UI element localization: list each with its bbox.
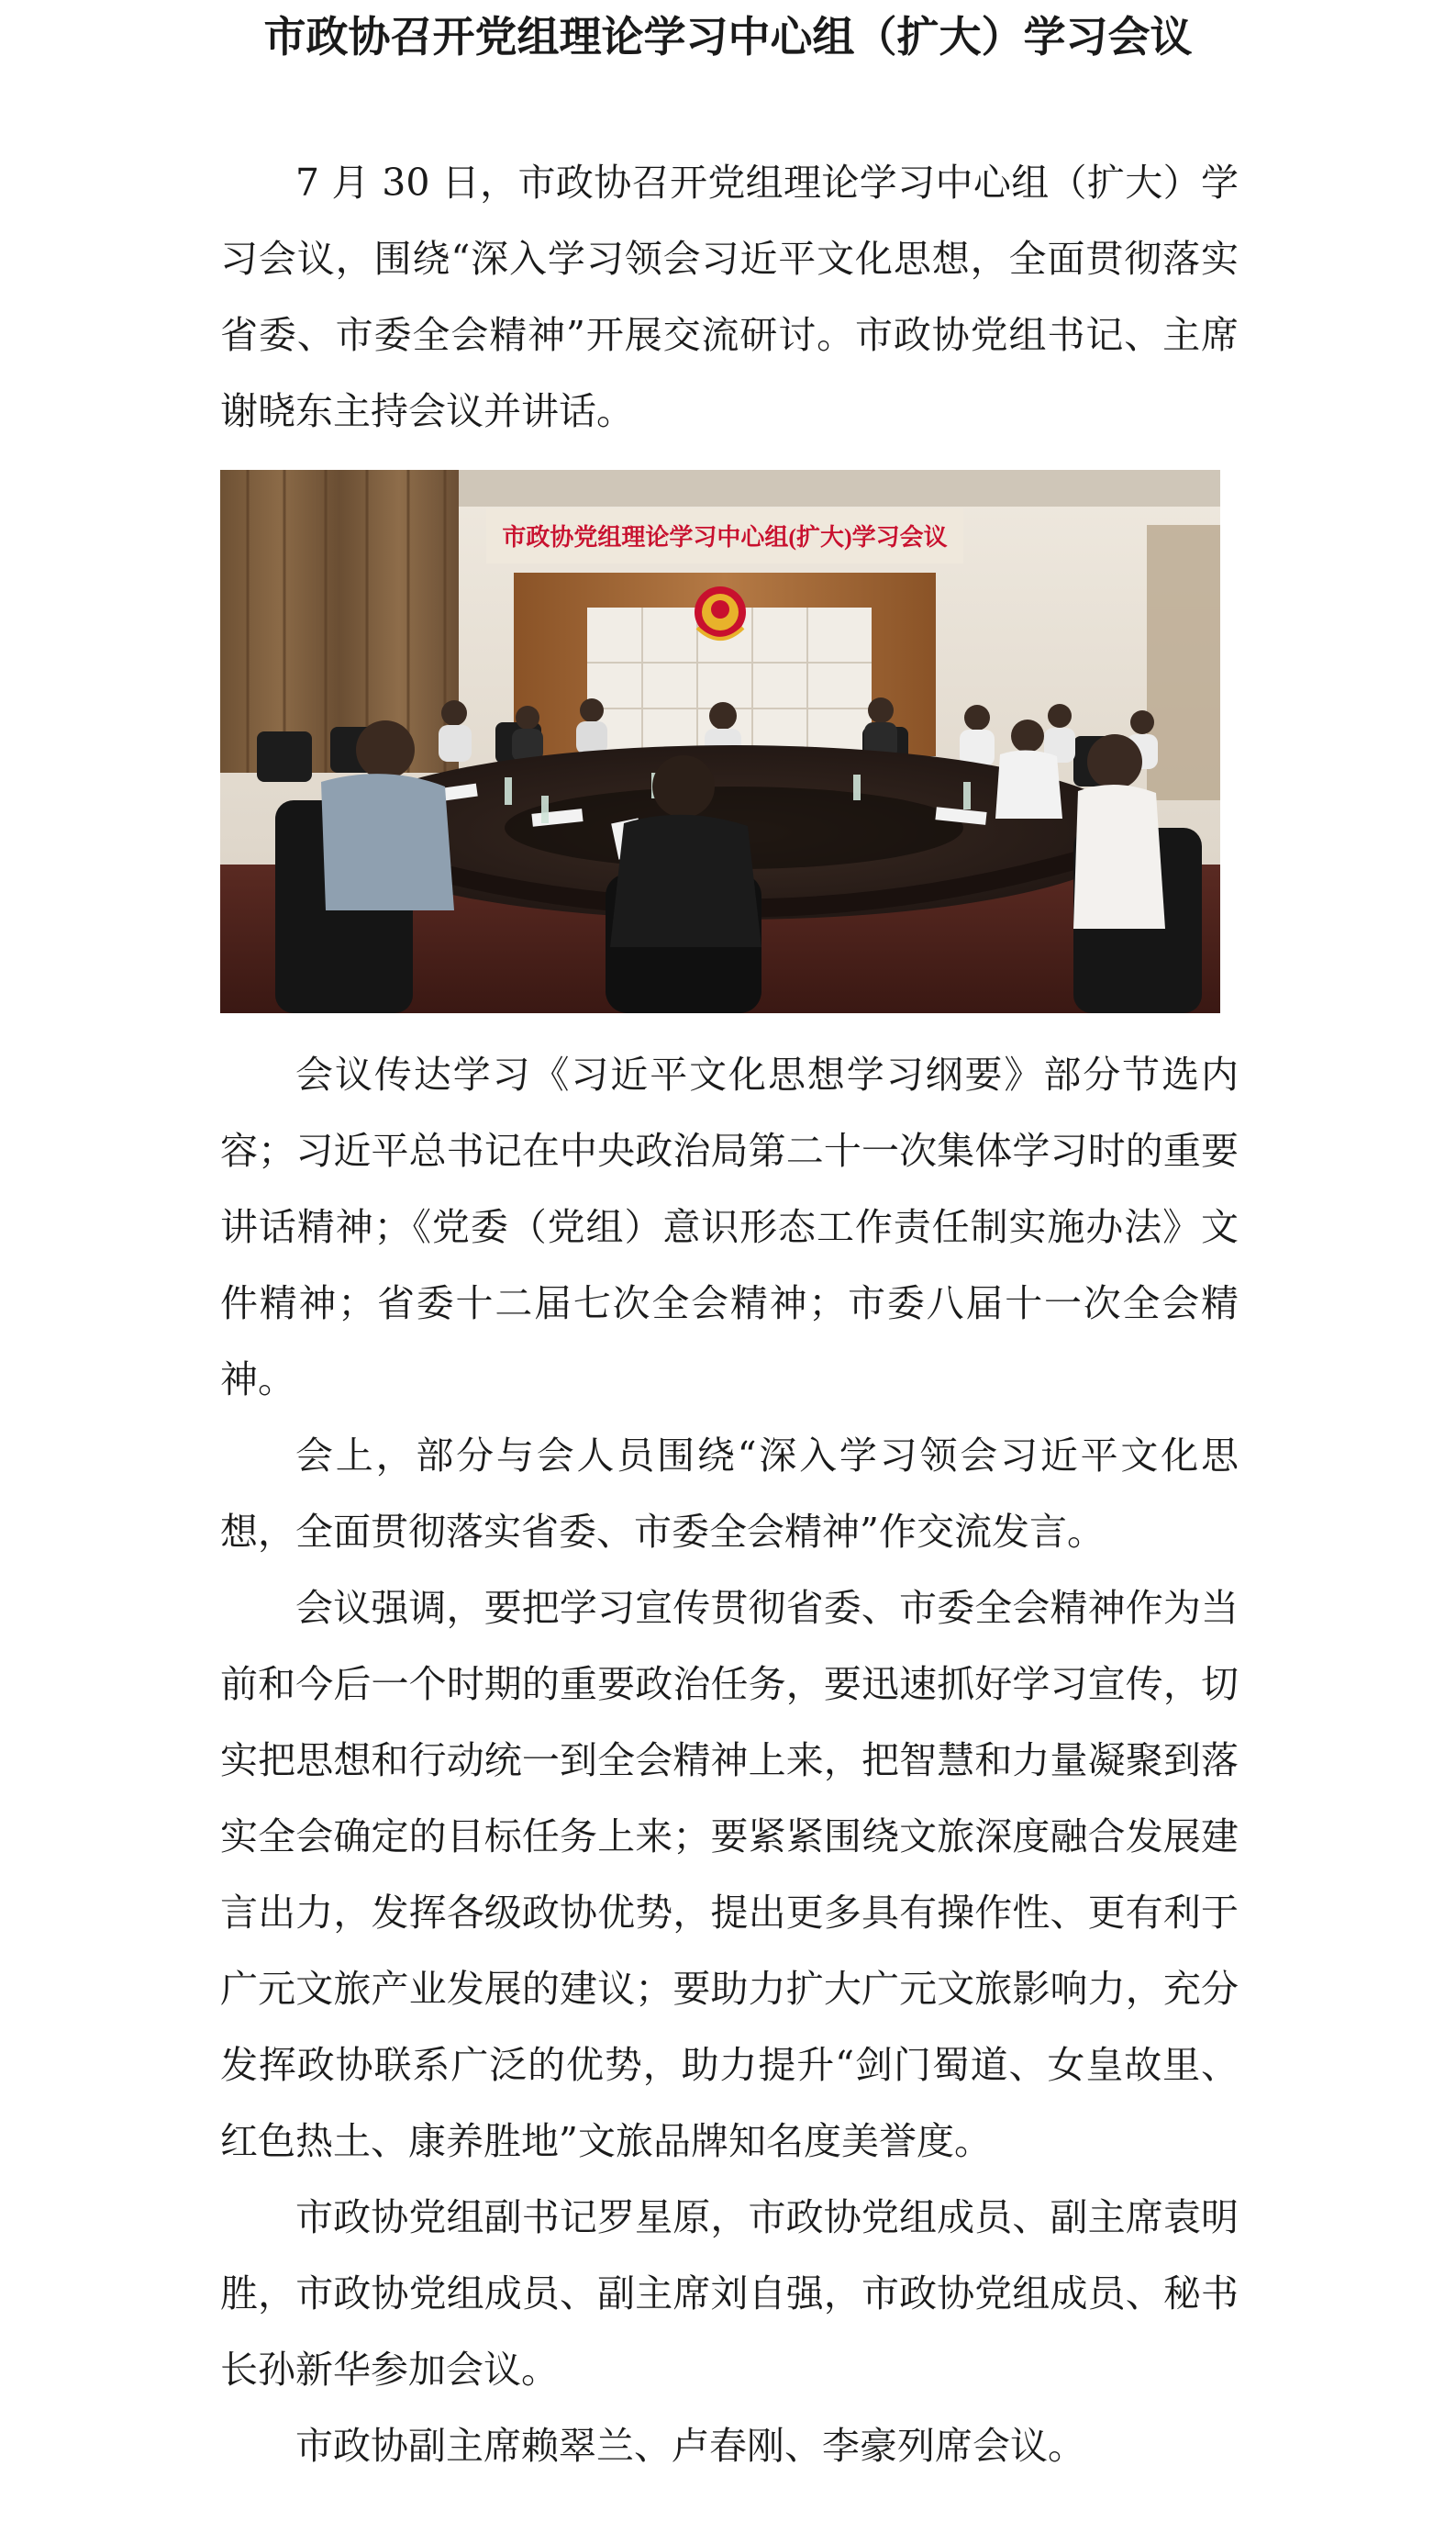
article-body [220,145,1239,2484]
meeting-photo [220,470,1220,1013]
paragraph-content: 会议传达学习《习近平文化思想学习纲要》部分节选内容；习近平总书记在中央政治局第二十一次集体学习时的重要讲话精神；《党委（党组）意识形态工作责任制实施办法》文件精神；省委十二届七次全会精神；市委八届十一次全会精神。 [220,1053,1239,1401]
paragraph-attendees: 市政协党组副书记罗星原，市政协党组成员、副主席袁明胜，市政协党组成员、副主席刘自强，市政协党组成员、秘书长孙新华参加会议。 [220,2195,1239,2392]
meeting-photo-illustration [220,470,1220,1013]
emblem-icon [695,586,746,639]
article-title: 市政协召开党组理论学习中心组（扩大）学习会议 [263,12,1193,61]
paragraph-intro: 7 月 30 日，市政协召开党组理论学习中心组（扩大）学习会议，围绕“深入学习领会习近平文化思想，全面贯彻落实省委、市委全会精神”开展交流研讨。市政协党组书记、主席谢晓东主持会议并讲话。 [220,161,1239,433]
paragraph-observers: 市政协副主席赖翠兰、卢春刚、李豪列席会议。 [295,2424,1085,2468]
paragraph-exchange: 会上，部分与会人员围绕“深入学习领会习近平文化思想，全面贯彻落实省委、市委全会精神”作交流发言。 [220,1434,1239,1554]
paragraph-emphasis: 会议强调，要把学习宣传贯彻省委、市委全会精神作为当前和今后一个时期的重要政治任务，要迅速抓好学习宣传，切实把思想和行动统一到全会精神上来，把智慧和力量凝聚到落实全会确定的目标任务上来；要紧紧围绕文旅深度融合发展建言出力，发挥各级政协优势，提出更多具有操作性、更有利于广元文旅产业发展的建议；要助力扩大广元文旅影响力，充分发挥政协联系广泛的优势，助力提升“剑门蜀道、女皇故里、红色热土、康养胜地”文旅品牌知名度美誉度。 [220,1586,1239,2163]
banner-text: 市政协党组理论学习中心组(扩大)学习会议 [502,524,948,551]
